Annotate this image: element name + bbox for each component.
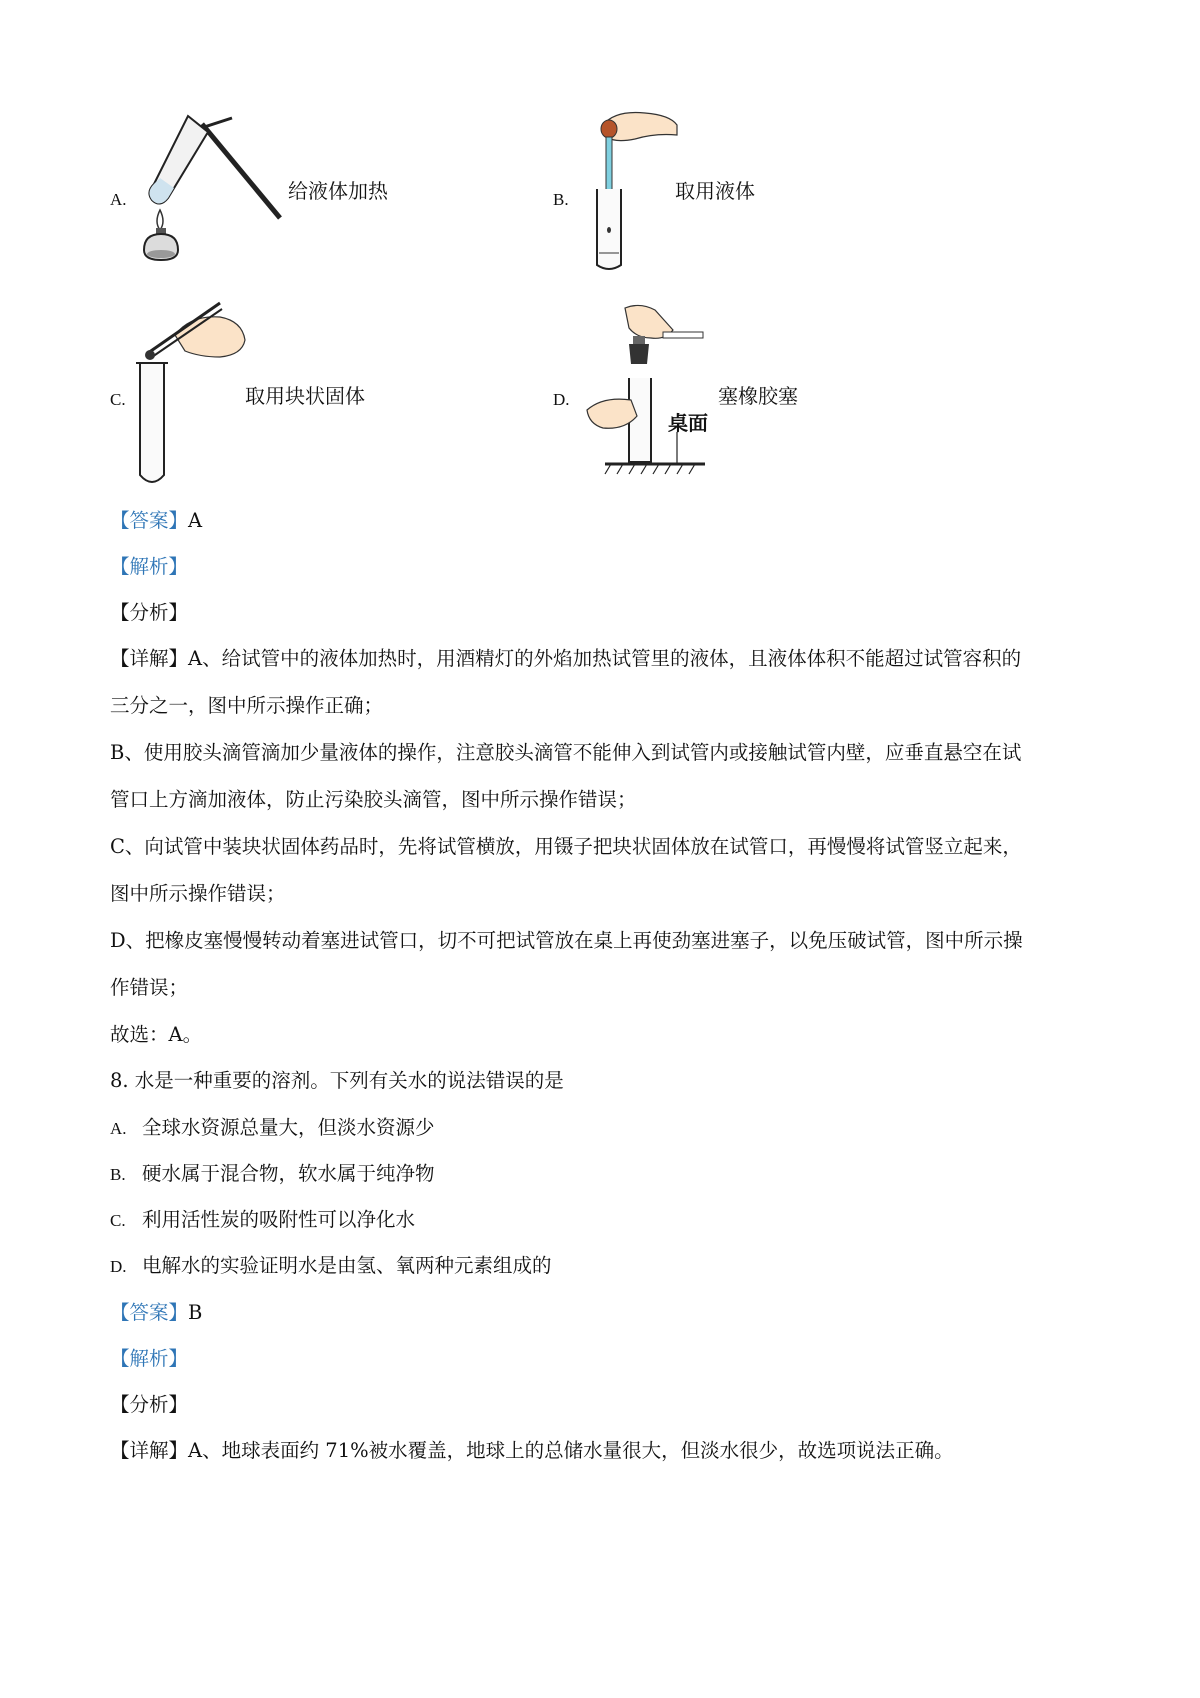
- q8-answer: [110, 1297, 202, 1325]
- q8-option-c-letter: C.: [110, 1211, 126, 1230]
- q8-option-a-letter: A.: [110, 1119, 127, 1138]
- q7-detail-line-6: D、把橡皮塞慢慢转动着塞进试管口，切不可把试管放在桌上再使劲塞进塞子，以免压破试管，图中所示操: [110, 929, 1023, 952]
- option-c-caption: 取用块状固体: [245, 384, 365, 408]
- q7-detail-line-2: B、使用胶头滴管滴加少量液体的操作，注意胶头滴管不能伸入到试管内或接触试管内壁，应垂直悬空在试: [110, 741, 1022, 764]
- q8-answer-tag: 【答案】: [110, 1301, 189, 1324]
- option-b-letter: B.: [553, 190, 569, 209]
- q8-detail-tag: 【详解】: [110, 1439, 189, 1462]
- q8-option-a-text: 全球水资源总量大，但淡水资源少: [142, 1116, 435, 1139]
- option-d-caption: 塞橡胶塞: [718, 384, 798, 408]
- q7-analysis-tag: 【解析】: [110, 555, 189, 578]
- q7-answer-value: A: [188, 509, 203, 532]
- dropper-test-tube-icon: [585, 105, 680, 275]
- q8-option-c-text: 利用活性炭的吸附性可以净化水: [142, 1208, 416, 1231]
- q8-option-d: [110, 1250, 552, 1278]
- q7-detail-line-0: [110, 643, 1021, 671]
- q7-detail-line-1: 三分之一，图中所示操作正确；: [110, 694, 384, 717]
- option-d-letter: D.: [553, 390, 570, 409]
- q7-answer-tag: 【答案】: [110, 509, 189, 532]
- q7-detail-line-7: 作错误；: [110, 976, 189, 999]
- q8-option-b-letter: B.: [110, 1165, 126, 1184]
- option-b-caption: 取用液体: [675, 179, 755, 203]
- q7-conclusion: 故选：A。: [110, 1023, 203, 1046]
- table-surface-label: 桌面: [668, 411, 708, 435]
- q8-analysis-tag: 【解析】: [110, 1347, 189, 1370]
- q7-detail-line-3: 管口上方滴加液体，防止污染胶头滴管，图中所示操作错误；: [110, 788, 637, 811]
- q7-fenxi: 【分析】: [110, 601, 189, 624]
- q8-option-a: [110, 1112, 435, 1140]
- option-c-letter: C.: [110, 390, 126, 409]
- q8-option-d-text: 电解水的实验证明水是由氢、氧两种元素组成的: [142, 1254, 552, 1277]
- q8-option-d-letter: D.: [110, 1257, 127, 1276]
- q8-option-b-text: 硬水属于混合物，软水属于纯净物: [142, 1162, 435, 1185]
- q8-answer-value: B: [188, 1301, 203, 1324]
- option-a-caption: 给液体加热: [288, 179, 388, 203]
- q7-detail-line-5: 图中所示操作错误；: [110, 882, 286, 905]
- stopper-test-tube-icon: [585, 300, 725, 480]
- tweezers-test-tube-icon: [130, 295, 250, 490]
- q8-option-b: [110, 1158, 435, 1186]
- q8-detail-line-0: [110, 1435, 954, 1463]
- q7-detail-text: A、给试管中的液体加热时，用酒精灯的外焰加热试管里的液体，且液体体积不能超过试管容积的: [188, 647, 1022, 670]
- option-a-letter: A.: [110, 190, 127, 209]
- q8-option-c: [110, 1204, 415, 1232]
- heating-liquid-test-tube-icon: [140, 110, 300, 270]
- q8-stem: 8. 水是一种重要的溶剂。下列有关水的说法错误的是: [110, 1069, 564, 1092]
- q8-detail-text: A、地球表面约 71%被水覆盖，地球上的总储水量很大，但淡水很少，故选项说法正确。: [188, 1439, 954, 1462]
- q7-detail-tag: 【详解】: [110, 647, 189, 670]
- q7-detail-line-4: C、向试管中装块状固体药品时，先将试管横放，用镊子把块状固体放在试管口，再慢慢将试管竖立起来，: [110, 835, 1022, 858]
- q8-fenxi: 【分析】: [110, 1393, 189, 1416]
- q7-answer: [110, 505, 202, 533]
